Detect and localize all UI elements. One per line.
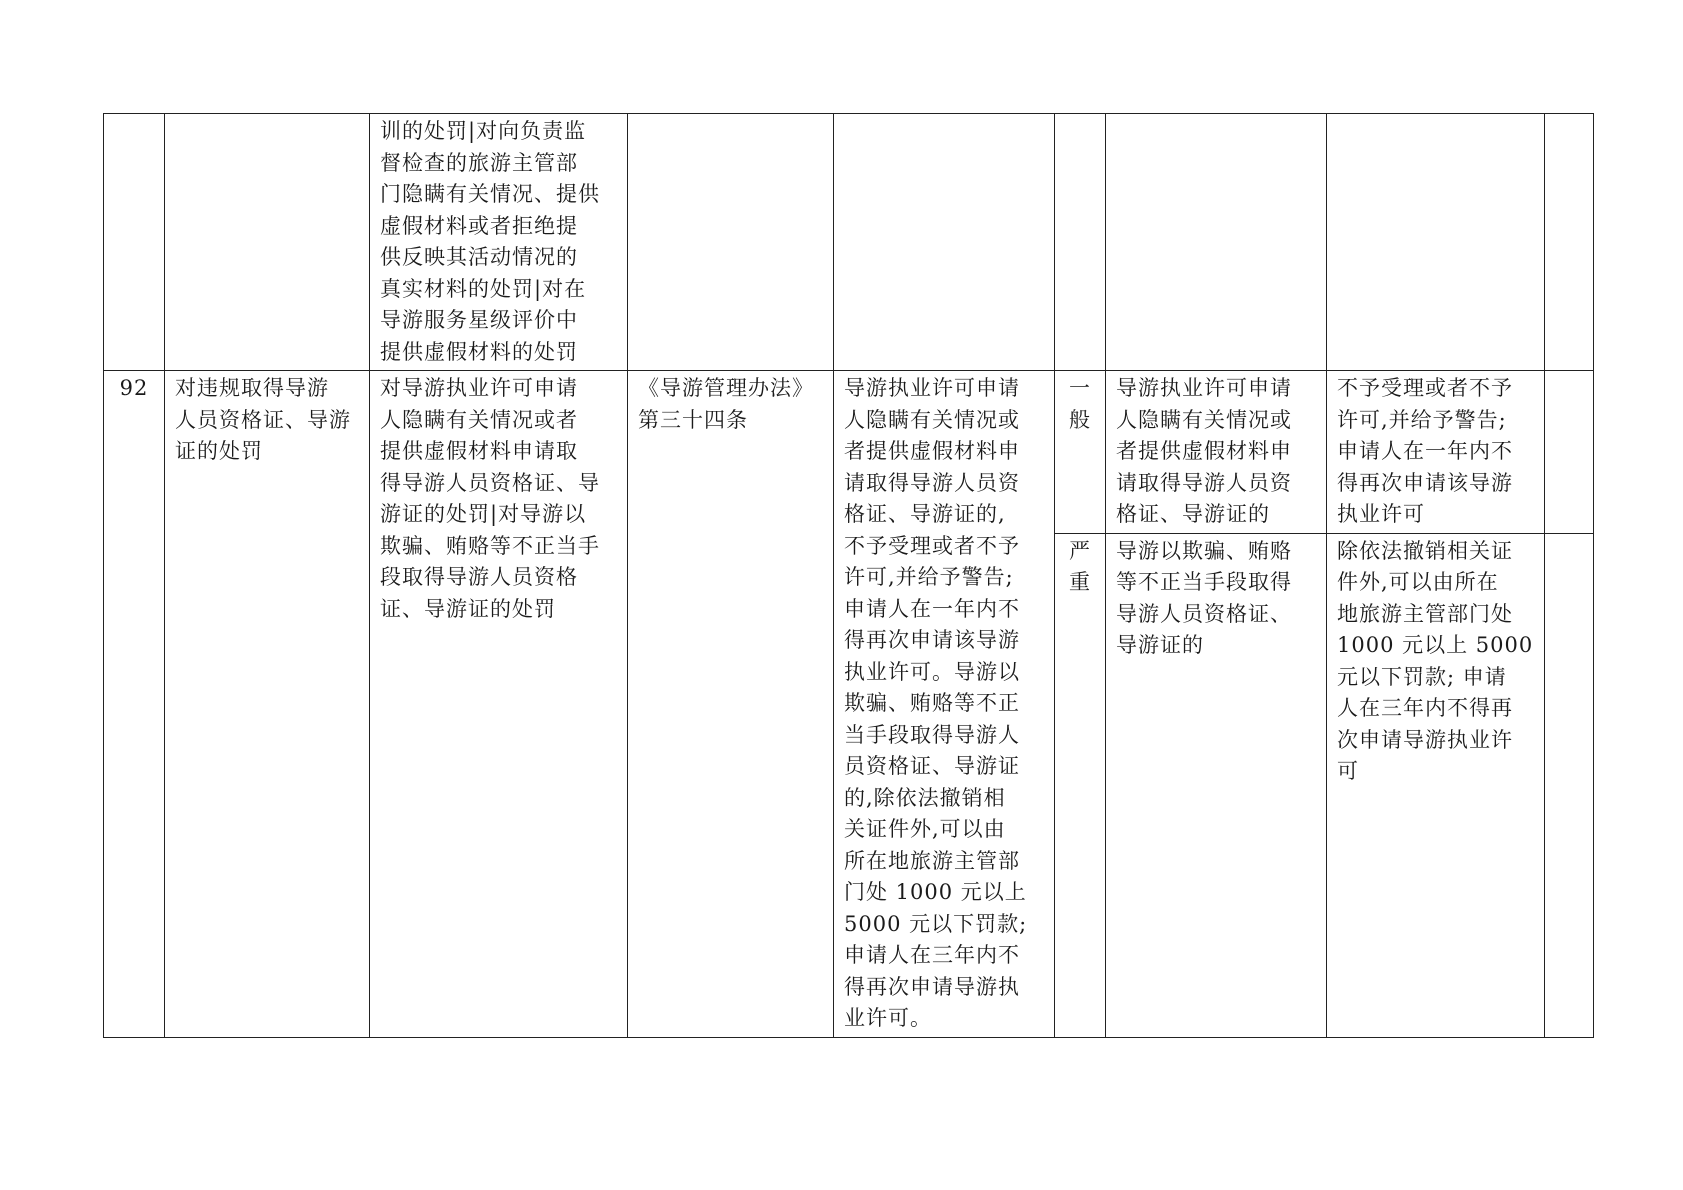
remark-serious bbox=[1545, 533, 1594, 1037]
legal-provision: 导游执业许可申请 人隐瞒有关情况或 者提供虚假材料申 请取得导游人员资 格证、导游证的, 不予受理或者不予 许可,并给予警告; 申请人在一年内不 得再次申请该导游 执业许可。导游以 欺骗、贿赂等不正 当手段取得导游人 员资格证、导游证 的,除依法撤销相 关证件外,可以由 所在地旅游主管部 门处 1000 元以上 5000 元以下罚款; 申请人在三年内不 得再次申请导游执 业许可。 bbox=[834, 371, 1055, 1038]
name-cell bbox=[165, 114, 370, 371]
standard-general: 不予受理或者不予 许可,并给予警告; 申请人在一年内不 得再次申请该导游 执业许可 bbox=[1327, 371, 1545, 534]
penalty-standards-table bbox=[103, 113, 1594, 1038]
level-general: 一 般 bbox=[1055, 371, 1106, 534]
item-cell: 训的处罚|对向负责监 督检查的旅游主管部 门隐瞒有关情况、提供 虚假材料或者拒绝提 供反映其活动情况的 真实材料的处罚|对在 导游服务星级评价中 提供虚假材料的处罚 bbox=[370, 114, 628, 371]
remark-cell bbox=[1545, 114, 1594, 371]
level-cell bbox=[1055, 114, 1106, 371]
row-number: 92 bbox=[104, 371, 165, 1038]
penalty-items: 对导游执业许可申请 人隐瞒有关情况或者 提供虚假材料申请取 得导游人员资格证、导 游证的处罚|对导游以 欺骗、贿赂等不正当手 段取得导游人员资格 证、导游证的处罚 bbox=[370, 371, 628, 1038]
table-row-92-general bbox=[104, 371, 1594, 534]
standard-serious: 除依法撤销相关证 件外,可以由所在 地旅游主管部门处 1000 元以上 5000 元以下罚款; 申请 人在三年内不得再 次申请导游执业许 可 bbox=[1327, 533, 1545, 1037]
basis-cell bbox=[628, 114, 834, 371]
number-cell bbox=[104, 114, 165, 371]
level-serious: 严 重 bbox=[1055, 533, 1106, 1037]
provision-cell bbox=[834, 114, 1055, 371]
remark-general bbox=[1545, 371, 1594, 534]
circumstance-general: 导游执业许可申请 人隐瞒有关情况或 者提供虚假材料申 请取得导游人员资 格证、导游证的 bbox=[1106, 371, 1327, 534]
circumstance-cell bbox=[1106, 114, 1327, 371]
continued-row bbox=[104, 114, 1594, 371]
circumstance-serious: 导游以欺骗、贿赂 等不正当手段取得 导游人员资格证、 导游证的 bbox=[1106, 533, 1327, 1037]
standard-cell bbox=[1327, 114, 1545, 371]
violation-name: 对违规取得导游 人员资格证、导游 证的处罚 bbox=[165, 371, 370, 1038]
legal-basis: 《导游管理办法》 第三十四条 bbox=[628, 371, 834, 1038]
